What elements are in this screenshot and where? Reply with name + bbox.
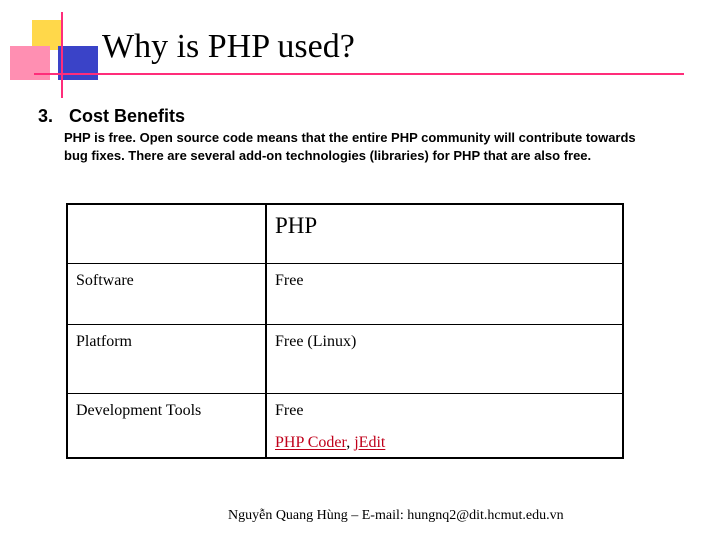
comparison-table: [66, 203, 624, 459]
decor-vertical-line: [61, 12, 63, 98]
php-coder-link[interactable]: PHP Coder: [275, 434, 347, 451]
section-number: 3.: [38, 106, 54, 126]
row-label: Platform: [67, 325, 266, 394]
table-row: [67, 325, 623, 394]
table-row: [67, 264, 623, 325]
row-value: Free: [275, 402, 304, 419]
footer-text: Nguyễn Quang Hùng – E-mail: hungnq2@dit.hcmut.edu.vn: [228, 508, 564, 523]
link-separator: ,: [346, 434, 355, 451]
section-heading: [38, 106, 185, 127]
row-label: Software: [67, 264, 266, 325]
row-label: Development Tools: [67, 394, 266, 459]
jedit-link[interactable]: jEdit: [354, 434, 386, 451]
section-body: PHP is free. Open source code means that the entire PHP community will contribute towards bug fixes. There are several add-on technologies (libraries) for PHP that are also free.: [64, 130, 636, 163]
table-header-row: [67, 204, 623, 264]
header-cell-empty: [67, 204, 266, 264]
row-value: Free (Linux): [266, 325, 623, 394]
table-row: [67, 394, 623, 459]
slide-title: Why is PHP used?: [102, 28, 355, 65]
header-cell-php: PHP: [266, 204, 623, 264]
title-underline: [34, 73, 684, 75]
section-heading-text: Cost Benefits: [69, 106, 186, 126]
row-value-tools: [266, 394, 623, 459]
row-value: Free: [266, 264, 623, 325]
